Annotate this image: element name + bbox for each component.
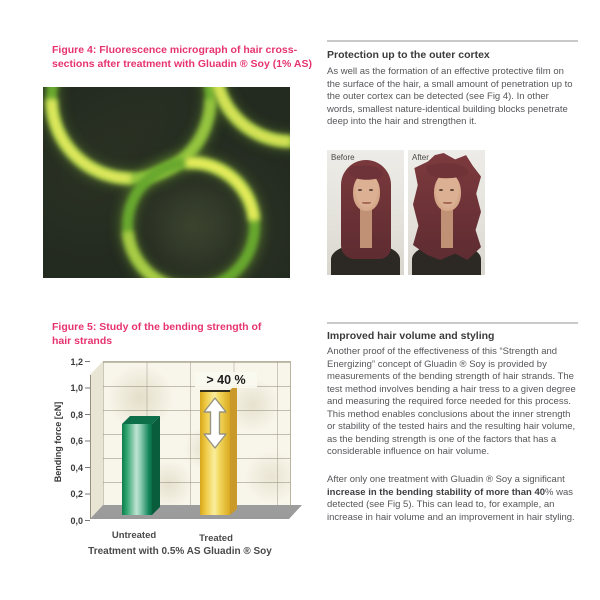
before-after-photos — [327, 150, 485, 275]
figure5-bar-chart — [45, 355, 315, 570]
figure4-micrograph — [43, 87, 290, 278]
y-tick-label: 0,2 — [70, 489, 83, 499]
person-eyes — [439, 189, 443, 191]
person-mouth — [443, 202, 452, 204]
para2-segment: % was detected (see Fig 5). This can lead to, for example, an increase in hair volume and an improvement in hair styling. — [327, 486, 575, 523]
increase-arrow-icon — [203, 397, 227, 449]
person-eyes — [358, 189, 362, 191]
section-divider-top — [327, 40, 578, 42]
photo-after — [408, 150, 485, 275]
volume-body-paragraph-2 — [327, 474, 579, 524]
y-tick-label: 1,2 — [70, 357, 83, 367]
y-tick-label: 1,0 — [70, 383, 83, 393]
person-neck — [360, 208, 372, 248]
y-axis-line — [90, 375, 91, 519]
volume-body-paragraph-1: Another proof of the effectiveness of this “Strength and Energizing” concept of Gluadin ® Soy is provided by measurements of the bending strength of hair strands. The test method involves bending a hair tress to a given degree and measuring the required force needed for this process. This method enables conclusions about the inner strength or stability of the tested hairs and the resulting hair volume, as the bending strength is one of the factors that has a considerable influence on hair volume. — [327, 346, 576, 457]
protection-body-text: As well as the formation of an effective protective film on the surface of the hair, a small amount of penetration up to the outer cortex can be detected (see Fig 4). In other words, smallest nature-identical building blocks penetrate deep into the hair and strengthen it. — [327, 66, 573, 127]
x-axis-title: Treatment with 0.5% AS Gluadin ® Soy — [88, 546, 272, 557]
para2-bold-segment: increase in the bending stability of more than 40 — [327, 486, 546, 498]
protection-heading: Protection up to the outer cortex — [327, 49, 490, 61]
figure5-caption: Figure 5: Study of the bending strength of hair strands — [52, 321, 262, 347]
section-divider-bottom — [327, 322, 578, 324]
untreated-bar — [122, 424, 152, 515]
person-neck — [441, 208, 453, 248]
y-axis-ticks — [85, 361, 90, 522]
increase-annotation: > 40 % — [195, 372, 257, 388]
y-tick-label: 0,6 — [70, 436, 83, 446]
y-tick-label: 0,0 — [70, 516, 83, 526]
category-label-untreated: Untreated — [111, 530, 157, 541]
volume-heading: Improved hair volume and styling — [327, 330, 495, 342]
para2-segment: After only one treatment with Gluadin ® Soy a significant — [327, 474, 565, 485]
y-tick-label: 0,8 — [70, 410, 83, 420]
figure4-caption: Figure 4: Fluorescence micrograph of hair cross-sections after treatment with Gluadin ® Soy (1% AS) — [52, 44, 312, 70]
category-label-treated: Treated — [199, 533, 233, 544]
y-tick-label: 0,4 — [70, 463, 83, 473]
before-label: Before — [331, 153, 355, 162]
photo-before — [327, 150, 404, 275]
after-label: After — [412, 153, 429, 162]
y-axis-label: Bending force [cN] — [53, 401, 63, 483]
person-face — [434, 173, 461, 211]
person-mouth — [362, 202, 371, 204]
